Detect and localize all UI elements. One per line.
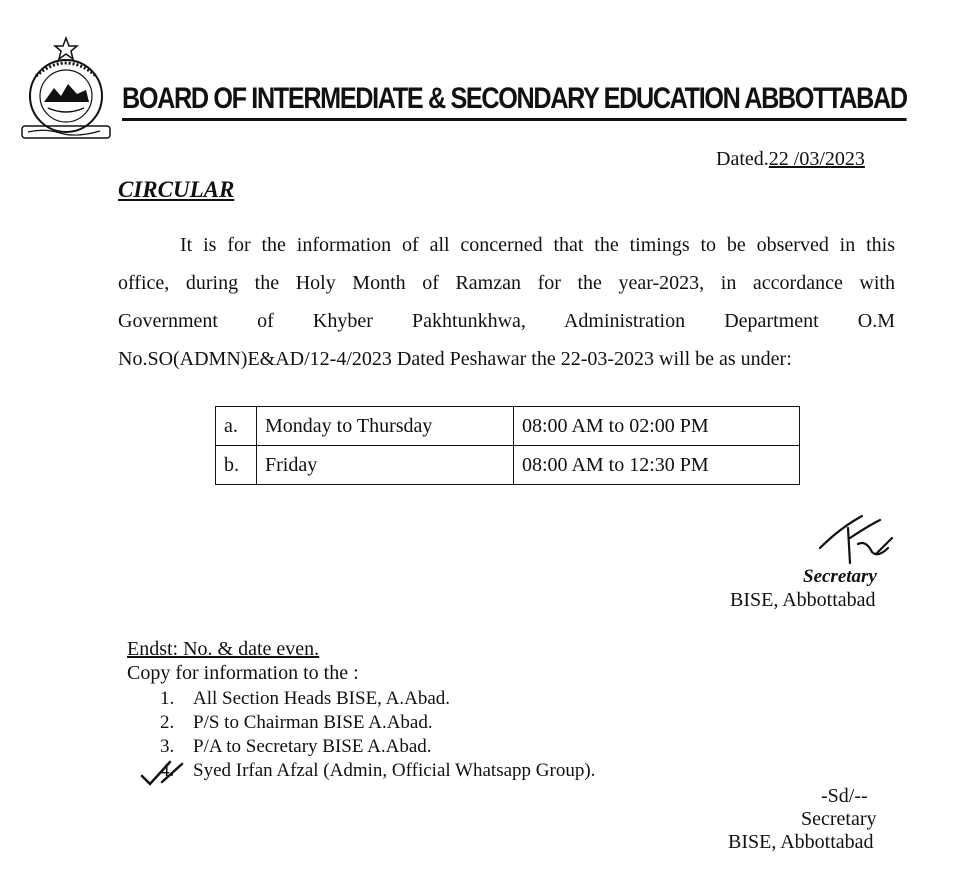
- dated-label: Dated.: [716, 148, 769, 170]
- circular-heading: CIRCULAR: [118, 177, 235, 202]
- tick-mark-icon: [140, 758, 186, 786]
- dated-value: 22 /03/2023: [768, 148, 865, 170]
- footer-office: BISE, Abbottabad: [728, 831, 874, 853]
- copy-to-line: Copy for information to the :: [127, 662, 359, 684]
- board-title: BOARD OF INTERMEDIATE & SECONDARY EDUCATION ABBOTTABAD: [122, 80, 907, 121]
- list-item: [160, 711, 595, 735]
- list-number: 2.: [160, 712, 175, 733]
- list-item: [160, 687, 595, 711]
- table-row: [216, 407, 800, 446]
- list-item: [160, 759, 595, 783]
- footer-title: Secretary: [801, 808, 877, 830]
- bise-seal-icon: [14, 36, 114, 144]
- sd-mark: -Sd/--: [821, 785, 868, 807]
- timings-table: [215, 406, 800, 485]
- list-text: All Section Heads BISE, A.Abad.: [193, 688, 451, 709]
- row-time: 08:00 AM to 02:00 PM: [514, 407, 800, 446]
- table-row: [216, 446, 800, 485]
- dated-line: [716, 148, 865, 171]
- list-item: [160, 735, 595, 759]
- signature-title: Secretary: [803, 566, 877, 587]
- copy-list: [160, 687, 595, 783]
- body-line: Government of Khyber Pakhtunkhwa, Administration Department O.M: [118, 310, 895, 332]
- row-days: Monday to Thursday: [257, 407, 514, 446]
- row-letter: a.: [216, 407, 257, 446]
- body-line: office, during the Holy Month of Ramzan for the year-2023, in accordance with: [118, 272, 895, 294]
- row-days: Friday: [257, 446, 514, 485]
- body-line: No.SO(ADMN)E&AD/12-4/2023 Dated Peshawar the 22-03-2023 will be as under:: [118, 348, 792, 370]
- list-text: Syed Irfan Afzal (Admin, Official Whatsapp Group).: [193, 760, 596, 781]
- circular-body: [118, 226, 895, 378]
- endorsement-line: Endst: No. & date even.: [127, 638, 320, 660]
- list-number: 3.: [160, 736, 175, 757]
- row-letter: b.: [216, 446, 257, 485]
- list-text: P/S to Chairman BISE A.Abad.: [193, 712, 433, 733]
- signature-office: BISE, Abbottabad: [730, 589, 876, 611]
- list-number: 1.: [160, 688, 175, 709]
- row-time: 08:00 AM to 12:30 PM: [514, 446, 800, 485]
- body-line: It is for the information of all concerned that the timings to be observed in this: [180, 234, 895, 256]
- list-number: 4.: [160, 760, 175, 781]
- list-text: P/A to Secretary BISE A.Abad.: [193, 736, 432, 757]
